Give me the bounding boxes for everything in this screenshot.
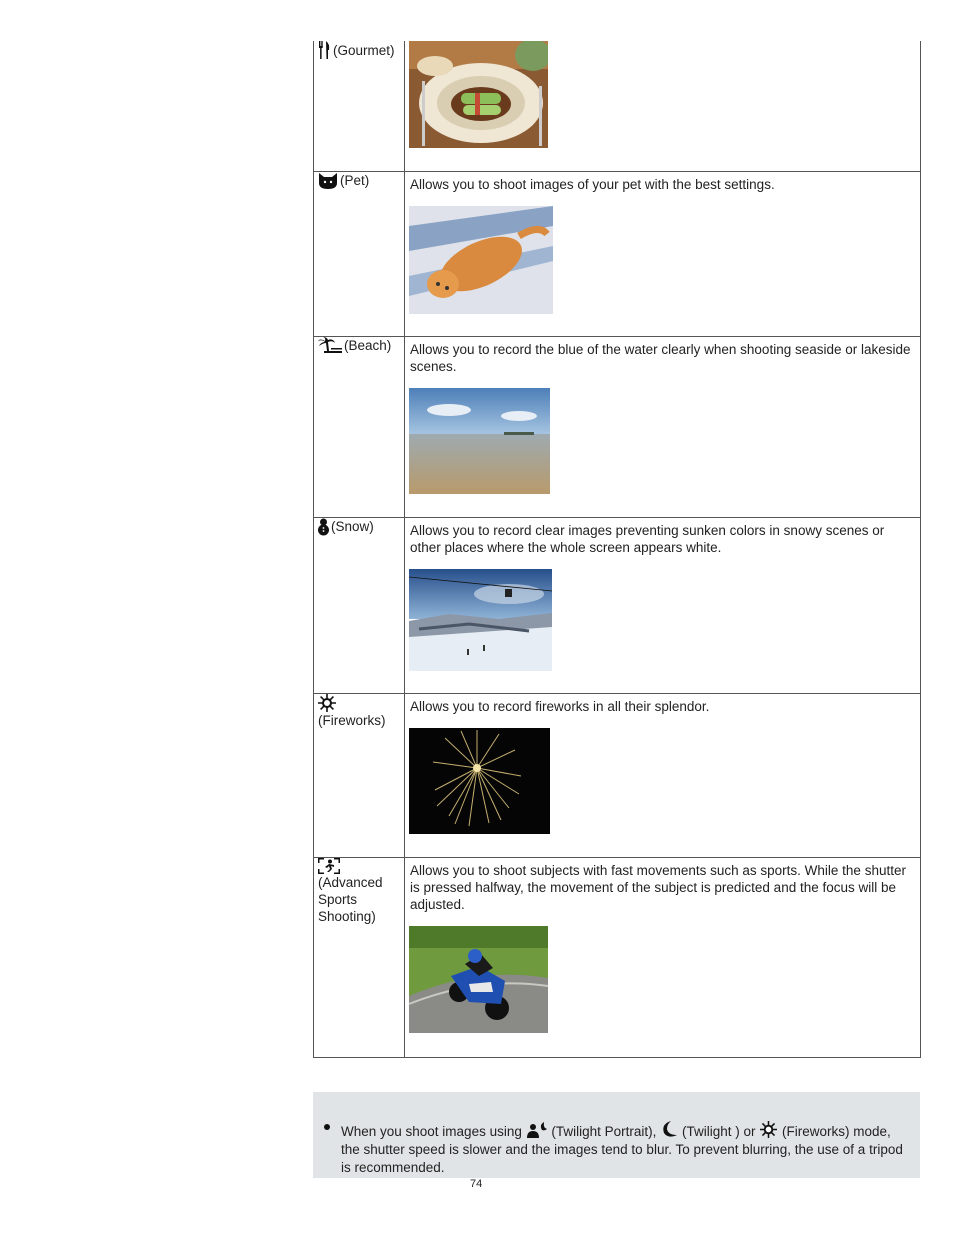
table-row <box>314 693 921 857</box>
scene-description: Allows you to record clear images preventing sunken colors in snowy scenes or other places where the whole screen appears white. <box>410 522 885 555</box>
fireworks-icon <box>760 1121 777 1138</box>
scene-description: Allows you to record fireworks in all their splendor. <box>410 698 710 714</box>
scene-label: (Pet) <box>340 172 370 188</box>
scene-description-cell <box>405 517 921 693</box>
scene-description-cell <box>405 171 921 336</box>
scene-label-cell <box>314 857 405 1057</box>
beach-photo <box>409 388 550 494</box>
scene-label-line: Shooting) <box>318 908 376 924</box>
note-text-part: (Fireworks) mode, <box>782 1124 891 1139</box>
twilight-portrait-icon <box>527 1122 547 1138</box>
scene-label-cell <box>314 336 405 517</box>
note-text-part: (Twilight Portrait), <box>551 1124 657 1139</box>
scene-description-cell <box>405 857 921 1057</box>
scene-label-line: (Advanced <box>318 874 383 890</box>
table-row <box>314 517 921 693</box>
scene-description: Allows you to shoot subjects with fast movements such as sports. While the shutter is pressed halfway, the movement of the subject is predicted and the focus will be adjusted. <box>410 862 906 912</box>
palm-tree-icon <box>318 337 342 353</box>
fireworks-photo <box>409 728 550 834</box>
scene-table <box>313 41 921 1058</box>
scene-label: (Beach) <box>344 337 392 353</box>
note-text-part: (Twilight ) or <box>681 1124 756 1139</box>
table-row <box>314 171 921 336</box>
scene-label: (Gourmet) <box>333 42 395 58</box>
table-row <box>314 857 921 1057</box>
note-text-part: When you shoot images using <box>341 1124 522 1139</box>
pet-photo <box>409 206 553 314</box>
cat-icon <box>318 172 338 189</box>
table-row <box>314 336 921 517</box>
twilight-icon <box>661 1121 677 1138</box>
note-text <box>341 1121 909 1177</box>
scene-description-cell <box>405 336 921 517</box>
snow-photo <box>409 569 552 671</box>
scene-description: Allows you to shoot images of your pet with the best settings. <box>410 176 775 192</box>
scene-label-cell <box>314 171 405 336</box>
scene-label-cell <box>314 41 405 171</box>
fireworks-icon <box>318 694 336 712</box>
note-text-part: the shutter speed is slower and the images tend to blur. To prevent blurring, the use of a tripod is recommended. <box>341 1142 903 1175</box>
sports-icon <box>318 858 340 874</box>
fork-knife-icon <box>318 41 331 59</box>
scene-label-cell <box>314 693 405 857</box>
scene-description-cell <box>405 41 921 171</box>
snowman-icon <box>318 518 329 536</box>
scene-label-line: Sports <box>318 891 358 907</box>
sports-photo <box>409 926 548 1033</box>
scene-description-cell <box>405 693 921 857</box>
scene-description: Allows you to record the blue of the water clearly when shooting seaside or lakeside scenes. <box>410 341 911 374</box>
scene-label-cell <box>314 517 405 693</box>
scene-label: (Fireworks) <box>318 712 386 728</box>
bullet-icon <box>324 1124 330 1130</box>
scene-label: (Snow) <box>331 519 374 534</box>
gourmet-photo <box>409 41 548 148</box>
page-number: 74 <box>470 1178 483 1190</box>
table-row <box>314 41 921 171</box>
